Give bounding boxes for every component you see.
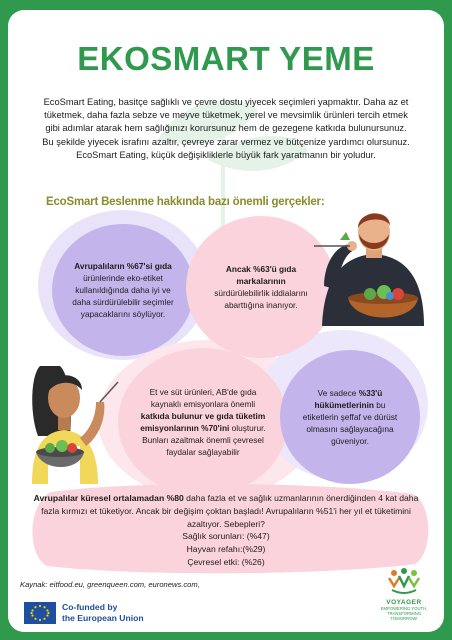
fact-bubble-government-trust xyxy=(280,350,420,484)
man-eating-salad-illustration xyxy=(314,206,424,336)
voyager-tagline: EMPOWERING YOUTH, TRANSFORMING TOMORROW! xyxy=(380,606,428,622)
fact-text: sürdürülebilirlik iddialarını abarttığına inanıyor. xyxy=(214,288,308,310)
fact-text: ürünlerinde eko-etiket kullanıldığında daha iyi ve daha sürdürülebilir seçimler yapacaklarını söylüyor. xyxy=(72,273,174,319)
eu-cofunded-text xyxy=(62,602,144,624)
fact-bold: %33'ü hükümetlerinin xyxy=(314,388,383,410)
stats-bold: Avrupalılar küresel ortalamadan %80 xyxy=(33,493,184,503)
intro-paragraph: EcoSmart Eating, basitçe sağlıklı ve çevre dostu yiyecek seçimleri yapmaktır. Daha az et tüketmek, daha fazla sebze ve meyve tüketmek, yerel ve mevsimlik ürünleri tercih etmek gibi adımlar atarak hem sağlığınızı korursunuz hem de gezegene katkıda bulunursunuz. Bu şekilde yiyecek israfını azaltır, çevreye zarar vermez ve bütçenize yardımcı olursunuz. EcoSmart Eating, küçük değişikliklerle büyük fark yaratmanın bir yoludur. xyxy=(42,97,410,160)
fact-text: Ve sadece xyxy=(317,388,357,398)
facts-heading: EcoSmart Beslenme hakkında bazı önemli gerçekler: xyxy=(46,196,325,208)
fact-bubble-eco-label xyxy=(52,224,194,356)
fact-bold: Ancak %63'ü gıda markalarının xyxy=(225,264,297,286)
fact-bold: Avrupalıların %67'si gıda xyxy=(74,261,172,271)
fact-text: Et ve süt ürünleri, AB'de gıda kaynaklı emisyonlara önemli xyxy=(149,387,257,409)
fact-bubble-meat-dairy xyxy=(118,348,288,496)
reason-animal-welfare: Hayvan refahı:(%29) xyxy=(186,544,266,555)
reason-health: Sağlık sorunları: (%47) xyxy=(182,531,270,542)
fact-text: bu etiketlerin şeffaf ve dürüst olmasını sağlayacağına güveniyor. xyxy=(302,400,398,446)
fact-bold: katkıda bulunur ve gıda tüketim emisyonlarının %70'ini xyxy=(140,411,266,433)
voyager-people-icon xyxy=(386,568,422,594)
stats-text: daha fazla et ve sağlık uzmanlarının önerdiğinden 4 kat daha fazla kırmızı et tüketiyor. Ancak bir değişim çoktan başladı! Avrupalıların %51'i her yıl et tüketimini azaltıyor. Sebepleri? xyxy=(41,493,419,529)
voyager-name: VOYAGER xyxy=(386,599,422,606)
voyager-logo xyxy=(374,568,434,622)
page-title: EKOSMART YEME xyxy=(77,40,375,77)
reason-environment: Çevresel etki: (%26) xyxy=(187,556,265,567)
eu-line2: the European Union xyxy=(62,613,144,623)
woman-eating-salad-illustration xyxy=(20,356,120,486)
eu-cofunded-logo xyxy=(24,602,144,624)
poster-card xyxy=(8,10,444,632)
stats-panel xyxy=(28,492,424,569)
source-credits: Kaynak: eitfood.eu, greenqueen.com, euronews.com, xyxy=(20,580,200,589)
eu-line1: Co-funded by xyxy=(62,602,118,612)
eu-flag-icon xyxy=(24,602,56,624)
fact-text: oluşturur. Bunları azaltmak önemli çevresel faydalar sağlayabilir xyxy=(142,423,266,457)
